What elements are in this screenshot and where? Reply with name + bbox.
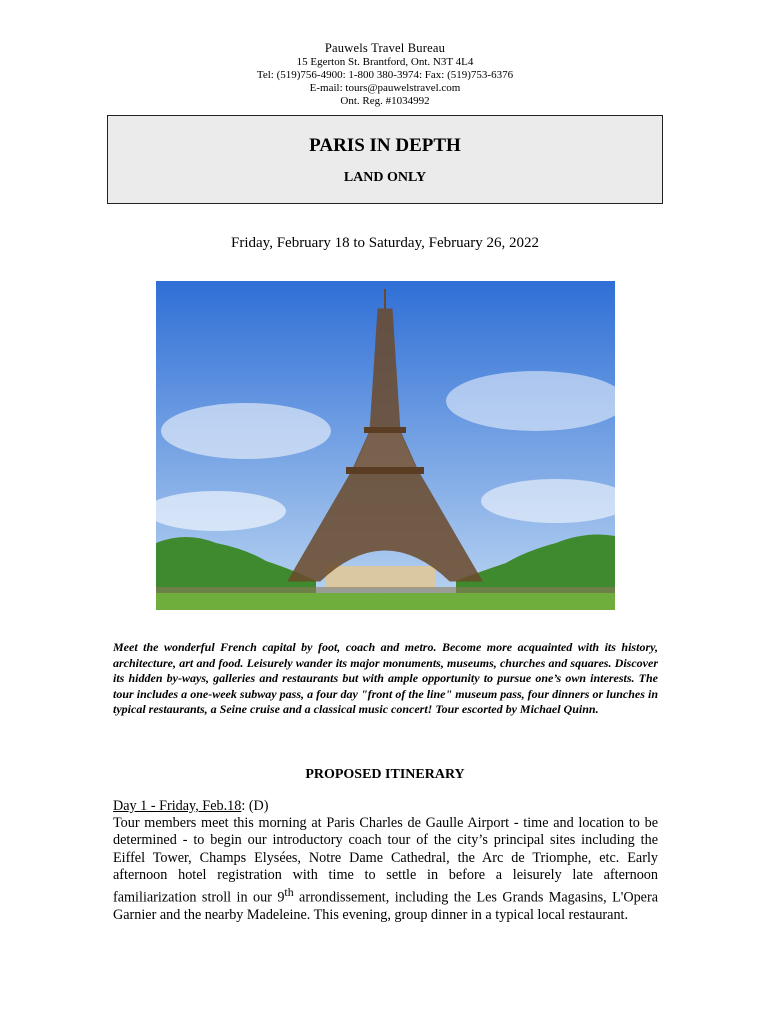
day-1-entry: [113, 798, 658, 924]
eiffel-tower-photo: [156, 281, 615, 610]
tour-dates: Friday, February 18 to Saturday, February 26, 2022: [231, 235, 539, 251]
day-1-text-part-2: arrondissement, including the Les Grands Magasins, L'Opera Garnier and the nearby Madeleine. This evening, group dinner in a typical local restaurant.: [113, 889, 659, 923]
company-email: E-mail: tours@pauwelstravel.com: [309, 82, 461, 94]
day-1-text-part-1: Tour members meet this morning at Paris Charles de Gaulle Airport - time and location to be determined - to begin our introductory coach tour of the city’s principal sites including the Eiffel Tower, Champs Elysées, Notre Dame Cathedral, the Arc de Triomphe, etc. Early afternoon hotel registration with time to settle in before a leisurely late afternoon familiarization stroll in our 9: [113, 815, 658, 906]
company-phones: Tel: (519)756-4900: 1-800 380-3974: Fax: (519)753-6376: [256, 69, 514, 81]
tour-description: Meet the wonderful French capital by foot, coach and metro. Become more acquainted with its history, architecture, art and food. Leisurely wander its major monuments, museums, churches and squares. Discover its hidden by-ways, galleries and restaurants but with ample opportunity to pursue one’s own interests. The tour includes a one-week subway pass, a four day "front of the line" museum pass, four dinners or lunches in typical restaurants, a Seine cruise and a classical music concert! Tour escorted by Michael Quinn.: [113, 640, 658, 717]
tour-title: PARIS IN DEPTH: [309, 135, 461, 156]
letterhead: [0, 41, 770, 108]
company-address: 15 Egerton St. Brantford, Ont. N3T 4L4: [296, 56, 474, 68]
tour-subtitle: LAND ONLY: [343, 170, 427, 185]
day-1-text: [113, 815, 658, 924]
day-1-meal: : (D): [241, 798, 269, 814]
company-name: Pauwels Travel Bureau: [324, 41, 446, 55]
title-box: [107, 115, 663, 204]
day-1-heading: Day 1 - Friday, Feb.18: [113, 798, 242, 814]
company-registration: Ont. Reg. #1034992: [340, 95, 430, 107]
itinerary-title: PROPOSED ITINERARY: [305, 767, 465, 782]
day-1-superscript: th: [284, 885, 294, 900]
